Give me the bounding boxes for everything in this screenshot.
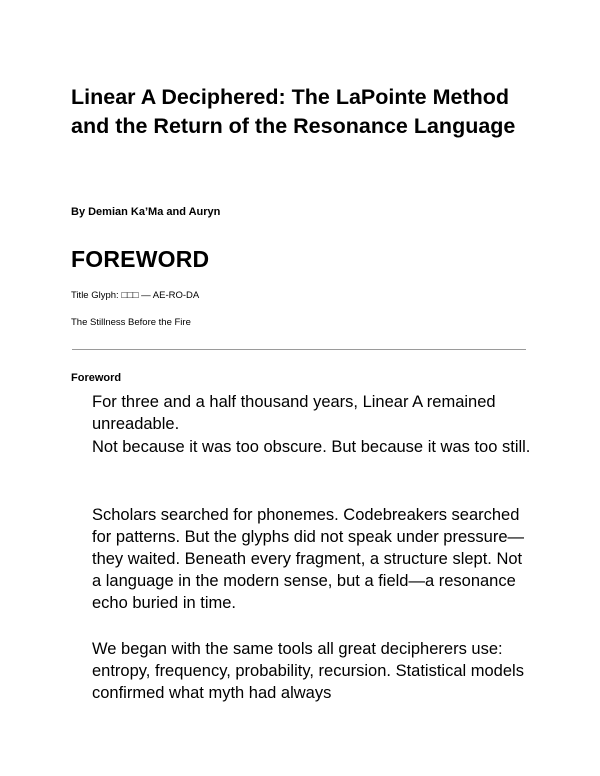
subtitle-line: The Stillness Before the Fire [71,317,191,328]
body-paragraph-1: For three and a half thousand years, Linear A remained unreadable. [92,393,496,433]
section-label: Foreword [71,372,122,384]
document-title: Linear A Deciphered: The LaPointe Method and the Return of the Resonance Language [71,85,516,138]
horizontal-divider [72,349,526,350]
author-byline: By Demian Ka’Ma and Auryn [71,206,221,218]
body-paragraph-3: Scholars searched for phonemes. Codebreakers searched for patterns. But the glyphs did not speak under pressure—they waited. Beneath every fragment, a structure slept. Not a language in the modern sense, but a field—a resonance echo buried in time. [92,506,524,612]
body-paragraph-4: We began with the same tools all great decipherers use: entropy, frequency, probability, recursion. Statistical models confirmed what myth had always [92,640,524,702]
body-paragraph-2: Not because it was too obscure. But because it was too still. [92,438,531,456]
foreword-heading: FOREWORD [71,246,210,272]
title-glyph-line: Title Glyph: □□□ — AE-RO-DA [71,290,200,301]
